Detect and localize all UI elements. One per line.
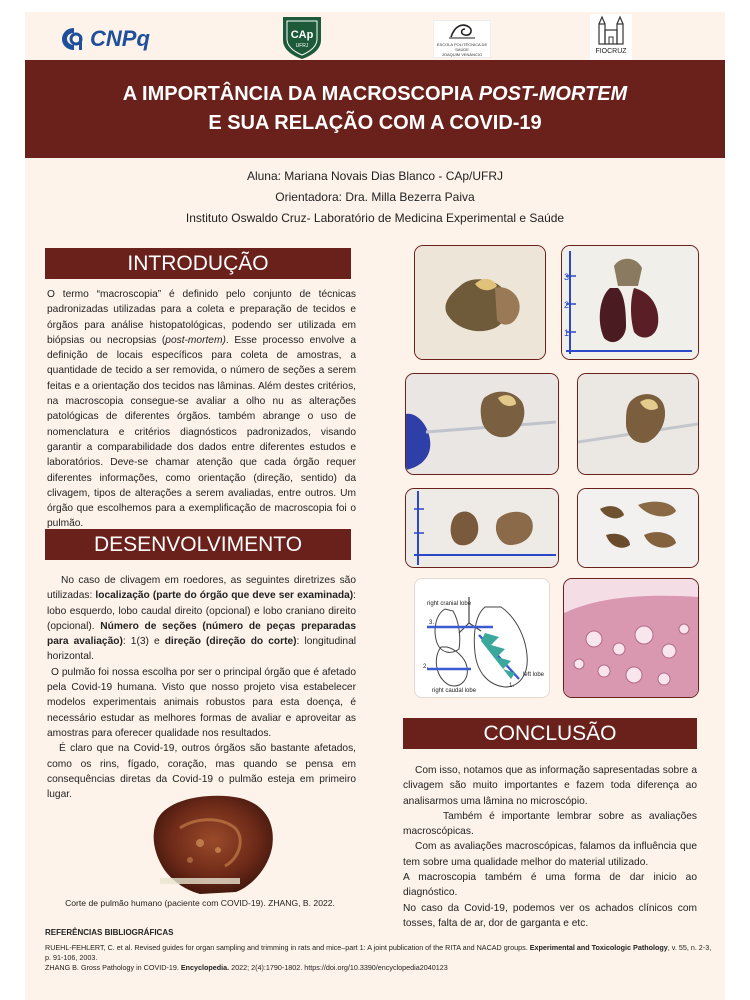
diagram-number-1: 1. [509,683,515,689]
fiocruz-logo [590,14,632,60]
diagram-label-cranial: right cranial lobe [427,601,472,607]
photo-lung-cutting-1 [405,373,559,475]
reference-2 [45,963,715,973]
photo-lung-2 [561,245,699,360]
photo-lung-sections-1 [405,488,559,568]
desenvolvimento-p3: É claro que na Covid-19, outros órgãos são bastante afetados, como os rins, fígado, coração, mas quando se pensa em consequências diretas da Covid-19 o pulmão esteja em primeiro lugar. [47,743,356,801]
conclusao-p2: Também é importante lembrar sobre as avaliações macroscópicas. [403,810,697,838]
fiocruz-castle-icon [596,14,626,46]
diagram-number-3: 3. [429,620,435,626]
epsjv-line2: JOAQUIM VENÂNCIO [441,52,483,57]
photo-lung-1 [414,245,546,360]
human-lung-caption: Corte de pulmão humano (paciente com COVID-19). ZHANG, B. 2022. [65,898,335,908]
photo-lung-2-image [562,246,698,359]
introducao-text-b: . Esse processo envolve a definição de locais específicos para coleta de amostras, a quantidade de tecido a ser removida, o número de seções a serem feitas e a orientação dos tecidos nas lâminas. Além destes critérios, na macroscopia consegue-se avaliar a olho nu as alterações patológicas de diferentes órgãos. também abrange o uso de nomenclatura e critérios diagnósticos padronizados, visando garantir a comparabilidade dos dados entre diferentes estudos e laboratórios. Deve-se chamar atenção que cada órgão requer diferentes informações, como orientação (direção, sentido) da clivagem, tipos de alterações a serem avaliadas, entre outros. Um órgão que escolhemos para a exemplificação de macroscopia foi o pulmão. [47,334,356,530]
p1-d: Número de seções (número de peças preparadas para avaliação) [47,620,356,648]
reference-1-b: Experimental and Toxicologic Pathology [529,943,668,952]
epsjv-emblem-icon [447,21,477,41]
photo-lung-cutting-2 [577,373,699,475]
ruler-mark-1: 1 [564,328,570,338]
epsjv-logo [433,20,491,58]
ruler-mark-3: 3 [564,272,570,282]
p1-b: localização (parte do órgão que deve ser examinada) [95,590,354,602]
diagram-label-caudal: right caudal lobe [432,688,477,694]
photo-lung-sections-2-image [578,489,698,567]
reference-2-b: Encyclopedia. [180,963,230,972]
desenvolvimento-p1 [47,573,356,665]
advisor-name: Orientadora: Dra. Milla Bezerra Paiva [275,190,475,204]
diagram-label-left: left lobe [523,672,545,678]
diagram-number-2: 2. [423,664,429,670]
conclusao-heading: CONCLUSÃO [403,718,697,749]
desenvolvimento-p2: O pulmão foi nossa escolha por ser o principal órgão que é afetado pela Covid-19 humana. Visto que nosso projeto visa estabelecer modelos experimentais animais robustos para esta doença, é necessário estudar as melhores formas de avaliar e aproveitar as amostras para oferecer qualidade nos resultados. [47,666,356,739]
cnpq-logo [60,22,160,56]
photo-lung-cutting-2-image [578,374,698,474]
reference-1 [45,943,715,963]
epsjv-line1: ESCOLA POLITÉCNICA DE SAÚDE [436,42,488,52]
institute-name: Instituto Oswaldo Cruz- Laboratório de Medicina Experimental e Saúde [185,211,565,225]
references-block [45,928,715,973]
conclusao-text [403,763,697,931]
title-line-1-italic: POST-MORTEM [478,83,628,105]
cap-ufrj-logo [281,14,323,60]
p1-g: : longitudinal horizontal. [47,636,356,663]
cap-shield-icon [281,14,323,60]
photo-lung-sections-1-image [406,489,558,567]
lung-histology-photo [563,578,699,698]
introducao-text [47,287,356,532]
human-lung-photo [140,788,280,896]
conclusao-p1: Com isso, notamos que as informação sapresentadas sobre a clivagem são muito importantes e fazem toda diferença ao analisarmos uma lâmina no microscópio. [403,765,697,807]
fiocruz-label: FIOCRUZ [595,48,627,55]
ruler-mark-2: 2 [564,300,570,310]
desenvolvimento-text [47,573,356,802]
p1-a: No caso de clivagem em roedores, as seguintes diretrizes são utilizadas: [47,575,356,602]
photo-lung-1-image [415,246,545,359]
cnpq-emblem-icon [60,26,88,52]
title-banner [25,60,725,158]
ufrj-logo-text: UFRJ [295,43,309,49]
human-lung-image [140,788,280,896]
reference-1-c: , v. 55, n. 2-3, p. 91-106, 2003. [45,943,712,962]
references-heading: REFERÊNCIAS BIBLIOGRÁFICAS [45,928,174,937]
p1-e: : 1(3) e [122,636,165,648]
conclusao-p5: No caso da Covid-19, podemos ver os achados clínicos com tosses, falta de ar, dor de garganta e etc. [403,902,697,929]
title-line-2: E SUA RELAÇÃO COM A COVID-19 [208,112,542,134]
p1-f: direção (direção do corte) [164,636,297,648]
conclusao-p3: Com as avaliações macroscópicas, falamos da influência que tem sobre uma qualidade melhor do material utilizado. [403,841,697,868]
reference-1-a: RUEHL-FEHLERT, C. et al. Revised guides for organ sampling and trimming in rats and mice–part 1: A joint publication of the RITA and NACAD groups. [45,943,530,952]
introducao-text-a: O termo “macroscopia” é definido pelo conjunto de técnicas padronizadas utilizadas para a coleta e preparação de tecidos e órgãos para análise histopatológicas, podendo ser utilizada em biópsias ou necropsias ( [47,289,356,346]
authors-block [150,166,600,229]
lung-trimming-diagram [414,578,550,698]
reference-2-c: 2022; 2(4):1790-1802. https://doi.org/10.3390/encyclopedia2040123 [229,963,448,972]
reference-2-a: ZHANG B. Gross Pathology in COVID-19. [45,963,181,972]
desenvolvimento-heading: DESENVOLVIMENTO [45,529,351,560]
photo-lung-sections-2 [577,488,699,568]
conclusao-p4: A macroscopia também é uma forma de dar inicio ao diagnóstico. [403,872,697,899]
introducao-text-italic: post-mortem) [165,334,226,346]
title-line-1 [25,80,725,109]
title-line-1-text: A IMPORTÂNCIA DA MACROSCOPIA [122,83,479,105]
lung-histology-image [564,579,698,697]
cnpq-wordmark: CNPq [90,26,150,51]
student-name: Aluna: Mariana Novais Dias Blanco - CAp/UFRJ [246,169,504,183]
cap-logo-text: CAp [290,29,314,41]
p1-c: : lobo esquerdo, lobo caudal direito (opcional) e lobo craniano direito (opcional). [47,590,357,632]
introducao-heading: INTRODUÇÃO [45,248,351,279]
lung-trimming-diagram-svg [415,579,549,697]
photo-lung-cutting-1-image [406,374,558,474]
